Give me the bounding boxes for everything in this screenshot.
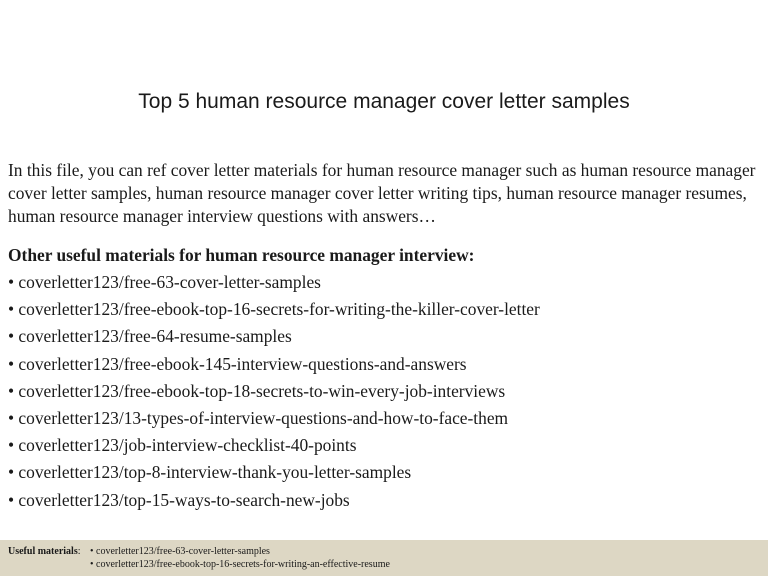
footer-link[interactable]: • coverletter123/free-63-cover-letter-samples — [90, 546, 270, 557]
materials-heading: Other useful materials for human resource manager interview: — [8, 245, 475, 265]
material-item[interactable]: • coverletter123/job-interview-checklist-40-points — [8, 435, 357, 456]
footer-label-colon: : — [77, 546, 81, 557]
slide-title: Top 5 human resource manager cover letter samples — [138, 90, 630, 113]
footer-label — [8, 545, 81, 558]
material-item[interactable]: • coverletter123/free-64-resume-samples — [8, 326, 292, 347]
intro-paragraph: In this file, you can ref cover letter materials for human resource manager such as human resource manager cover letter samples, human resource manager cover letter writing tips, human resource manager resumes, human resource manager interview questions with answers… — [8, 160, 756, 226]
materials-list — [8, 270, 540, 515]
material-item[interactable]: • coverletter123/free-ebook-top-16-secrets-for-writing-the-killer-cover-letter — [8, 299, 540, 320]
material-item[interactable]: • coverletter123/free-63-cover-letter-samples — [8, 272, 321, 292]
material-item[interactable]: • coverletter123/13-types-of-interview-questions-and-how-to-face-them — [8, 407, 509, 428]
material-item[interactable]: • coverletter123/free-ebook-top-18-secrets-to-win-every-job-interviews — [8, 380, 506, 401]
footer-link[interactable]: • coverletter123/free-ebook-top-16-secrets-for-writing-an-effective-resume — [90, 559, 390, 570]
material-item[interactable]: • coverletter123/top-15-ways-to-search-new-jobs — [8, 489, 350, 510]
footer-links — [90, 545, 390, 571]
material-item[interactable]: • coverletter123/top-8-interview-thank-you-letter-samples — [8, 462, 412, 483]
footer-label-text: Useful materials — [8, 546, 78, 557]
material-item[interactable]: • coverletter123/free-ebook-145-interview-questions-and-answers — [8, 353, 467, 374]
footer-bar — [0, 540, 768, 576]
